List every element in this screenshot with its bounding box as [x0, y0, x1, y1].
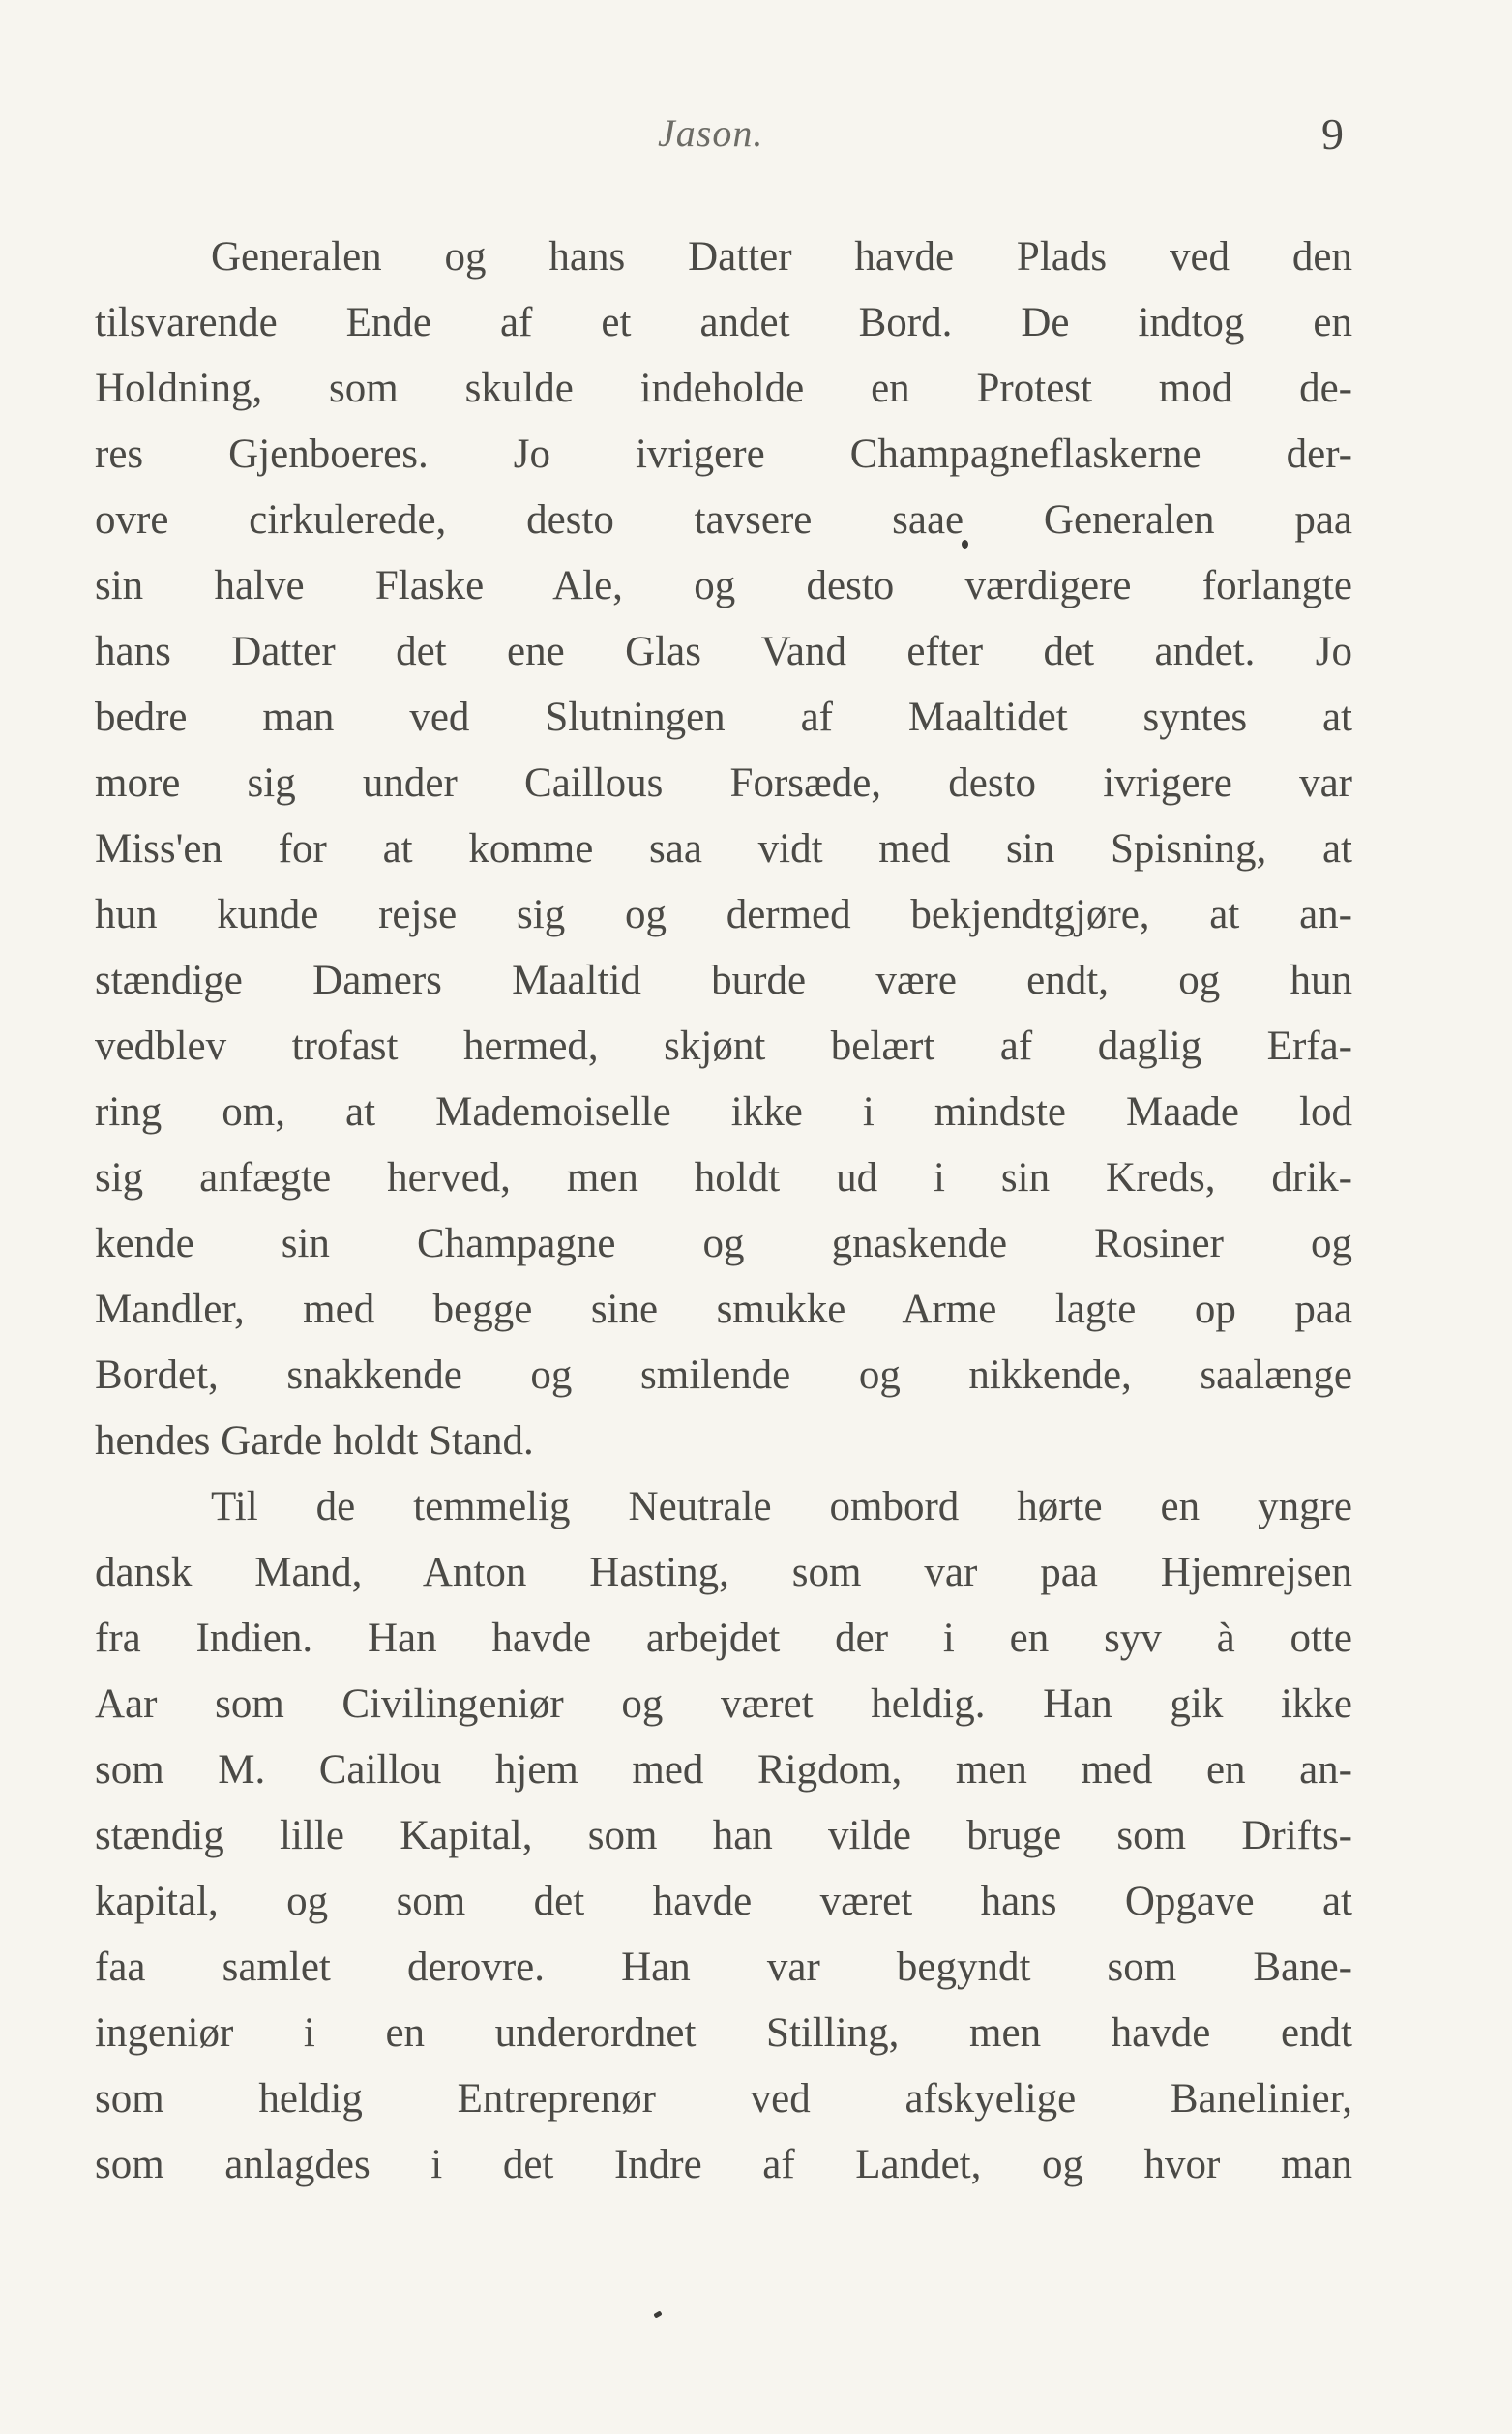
text-line: som heldig Entreprenør ved afskyelige Banelinier, — [95, 2076, 1352, 2122]
text-line: Til de temmelig Neutrale ombord hørte en yngre — [211, 1484, 1352, 1529]
text-line: hendes Garde holdt Stand. — [95, 1418, 534, 1464]
text-line: stændige Damers Maaltid burde være endt, og hun — [95, 958, 1352, 1003]
text-line: sin halve Flaske Ale, og desto værdigere forlangte — [95, 563, 1352, 608]
text-line: Holdning, som skulde indeholde en Protest mod de- — [95, 366, 1352, 411]
text-line: stændig lille Kapital, som han vilde bruge som Drifts- — [95, 1813, 1352, 1858]
text-line: ovre cirkulerede, desto tavsere saae Generalen paa — [95, 497, 1352, 543]
text-line: som anlagdes i det Indre af Landet, og hvor man — [95, 2142, 1352, 2187]
text-line: Generalen og hans Datter havde Plads ved den — [211, 234, 1352, 280]
text-line: hans Datter det ene Glas Vand efter det andet. Jo — [95, 629, 1352, 674]
text-line: tilsvarende Ende af et andet Bord. De indtog en — [95, 300, 1352, 345]
paragraph — [95, 224, 1352, 1474]
paragraph — [95, 1474, 1352, 2198]
running-title: Jason. — [658, 111, 764, 155]
text-line: som M. Caillou hjem med Rigdom, men med en an- — [95, 1747, 1352, 1793]
text-line: ingeniør i en underordnet Stilling, men havde endt — [95, 2010, 1352, 2056]
text-line: vedblev trofast hermed, skjønt belært af daglig Erfa- — [95, 1024, 1352, 1069]
text-line: faa samlet derovre. Han var begyndt som Bane- — [95, 1944, 1352, 1990]
text-line: fra Indien. Han havde arbejdet der i en syv à otte — [95, 1616, 1352, 1661]
text-line: Miss'en for at komme saa vidt med sin Spisning, at — [95, 826, 1352, 872]
text-line: Aar som Civilingeniør og været heldig. Han gik ikke — [95, 1681, 1352, 1727]
body-text — [95, 224, 1352, 2198]
running-head — [0, 108, 1512, 166]
page-number: 9 — [1321, 109, 1344, 159]
text-line: dansk Mand, Anton Hasting, som var paa Hjemrejsen — [95, 1550, 1352, 1595]
text-line: more sig under Caillous Forsæde, desto ivrigere var — [95, 760, 1352, 806]
text-line: Mandler, med begge sine smukke Arme lagte op paa — [95, 1287, 1352, 1332]
text-line: kende sin Champagne og gnaskende Rosiner og — [95, 1221, 1352, 1266]
text-line: kapital, og som det havde været hans Opgave at — [95, 1879, 1352, 1924]
text-line: bedre man ved Slutningen af Maaltidet syntes at — [95, 695, 1352, 740]
text-line: res Gjenboeres. Jo ivrigere Champagneflaskerne der- — [95, 431, 1352, 477]
text-line: Bordet, snakkende og smilende og nikkende, saalænge — [95, 1352, 1352, 1398]
ink-speck — [653, 2310, 662, 2318]
text-line: sig anfægte herved, men holdt ud i sin Kreds, drik- — [95, 1155, 1352, 1201]
text-line: ring om, at Mademoiselle ikke i mindste Maade lod — [95, 1089, 1352, 1135]
text-line: hun kunde rejse sig og dermed bekjendtgjøre, at an- — [95, 892, 1352, 937]
